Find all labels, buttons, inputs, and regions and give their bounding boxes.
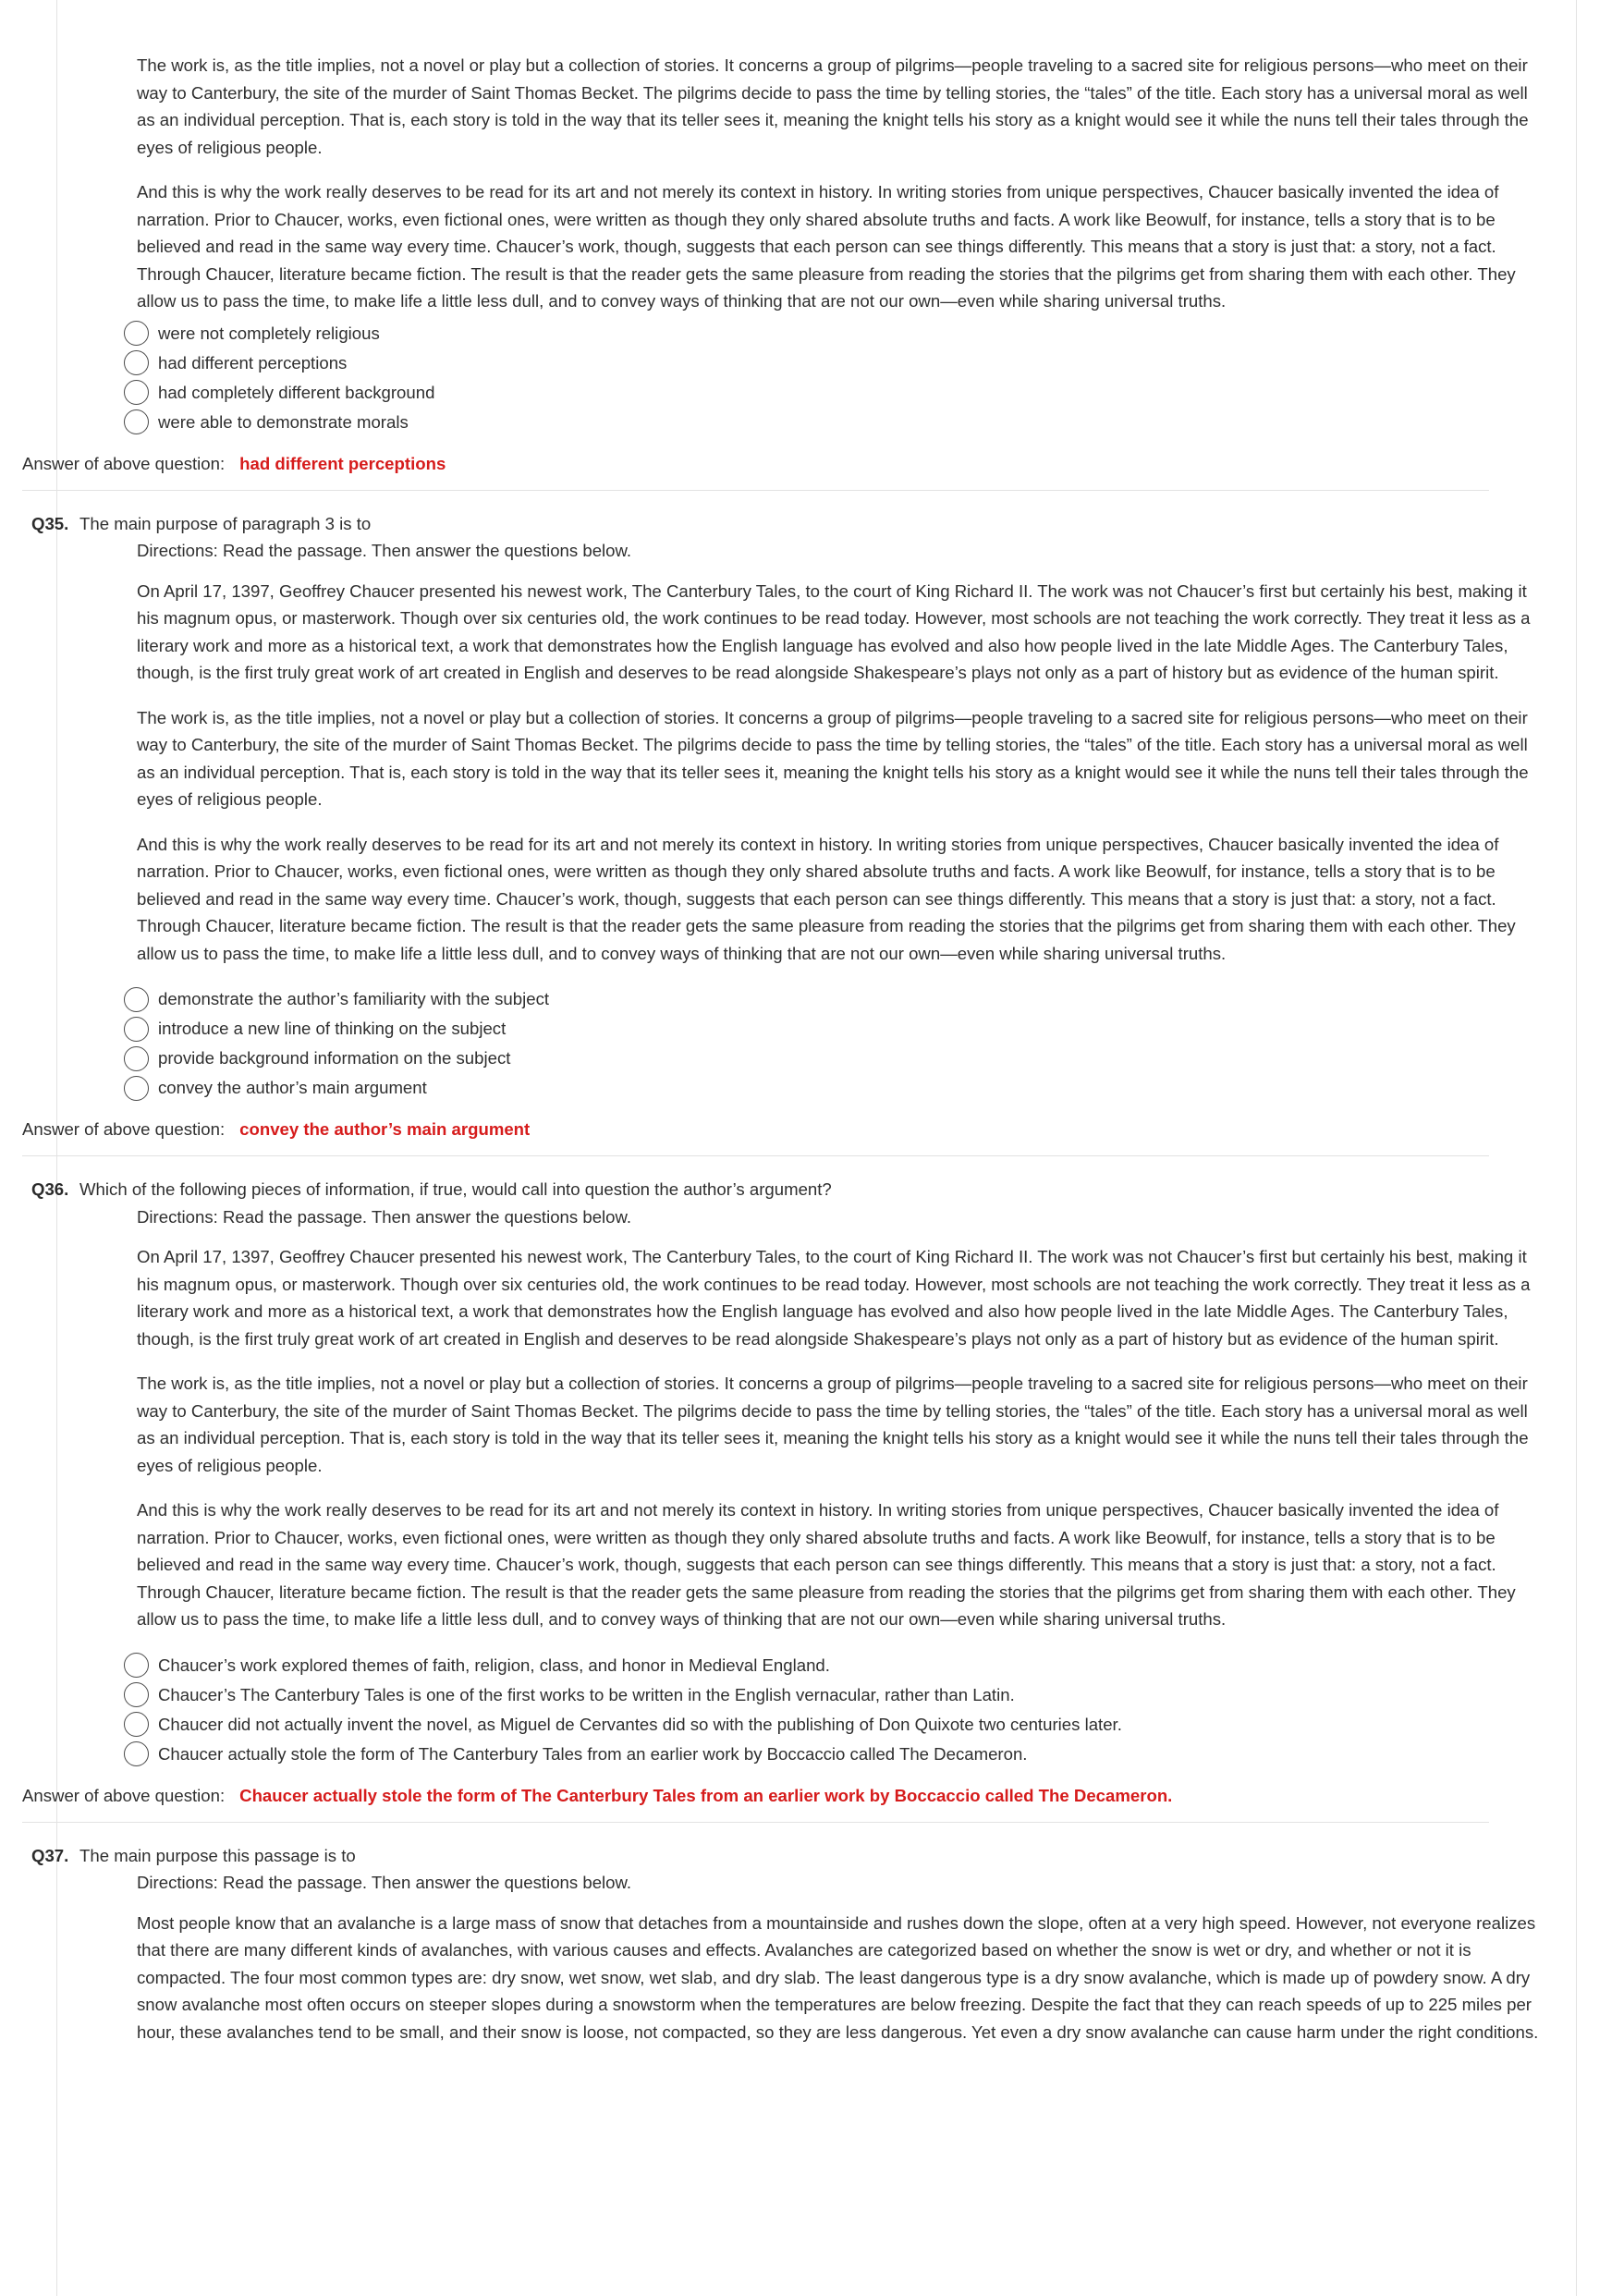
option-label: had completely different background bbox=[158, 382, 435, 402]
radio-button[interactable] bbox=[124, 1741, 149, 1766]
option-label: were not completely religious bbox=[158, 323, 380, 343]
question-list bbox=[22, 52, 1558, 2063]
passage-paragraph: The work is, as the title implies, not a novel or play but a collection of stories. It concerns a group of pilgrims—people traveling to a sacred site for religious persons—who meet on their way to Canterbury, the site of the murder of Saint Thomas Becket. The pilgrims decide to pass the time by telling stories, the “tales” of the title. Each story has a universal moral as well as an individual perception. That is, each story is told in the way that its teller sees it, meaning the knight tells his story as a knight would see it while the nuns tell their tales through the eyes of religious people. bbox=[137, 55, 1529, 157]
question-header bbox=[31, 510, 1501, 538]
divider bbox=[22, 490, 1489, 491]
radio-button[interactable] bbox=[124, 321, 149, 346]
option-item[interactable] bbox=[124, 1740, 1558, 1769]
option-item[interactable] bbox=[124, 319, 1558, 348]
option-label: convey the author’s main argument bbox=[158, 1078, 427, 1097]
option-item[interactable] bbox=[124, 1044, 1558, 1073]
answer-value: convey the author’s main argument bbox=[239, 1119, 531, 1139]
question-number: Q37. bbox=[31, 1845, 69, 1865]
answer-value: Chaucer actually stole the form of The Canterbury Tales from an earlier work by Boccaccio called The Decameron. bbox=[239, 1785, 1173, 1805]
question-number: Q36. bbox=[31, 1179, 69, 1199]
option-label: had different perceptions bbox=[158, 352, 348, 372]
answer-line bbox=[22, 450, 1501, 478]
answer-options bbox=[124, 319, 1558, 437]
option-label: Chaucer’s work explored themes of faith, religion, class, and honor in Medieval England. bbox=[158, 1655, 830, 1675]
answer-options bbox=[124, 984, 1558, 1103]
directions: Directions: Read the passage. Then answer the questions below. bbox=[137, 541, 632, 560]
radio-button[interactable] bbox=[124, 350, 149, 375]
option-item[interactable] bbox=[124, 1710, 1558, 1740]
answer-label: Answer of above question: bbox=[22, 453, 226, 473]
option-item[interactable] bbox=[124, 1651, 1558, 1680]
passage-paragraph: The work is, as the title implies, not a novel or play but a collection of stories. It concerns a group of pilgrims—people traveling to a sacred site for religious persons—who meet on their way to Canterbury, the site of the murder of Saint Thomas Becket. The pilgrims decide to pass the time by telling stories, the “tales” of the title. Each story has a universal moral as well as an individual perception. That is, each story is told in the way that its teller sees it, meaning the knight tells his story as a knight would see it while the nuns tell their tales through the eyes of religious people. bbox=[137, 707, 1529, 809]
answer-label: Answer of above question: bbox=[22, 1119, 226, 1139]
answer-label: Answer of above question: bbox=[22, 1785, 226, 1805]
option-label: were able to demonstrate morals bbox=[158, 411, 409, 432]
radio-button[interactable] bbox=[124, 1017, 149, 1042]
question-header bbox=[31, 1842, 1501, 1870]
passage-paragraph: On April 17, 1397, Geoffrey Chaucer presented his newest work, The Canterbury Tales, to the court of King Richard II. The work was not Chaucer’s first but certainly his best, making it his magnum opus, or masterwork. Though over six centuries old, the work continues to be read today. However, most schools are not teaching the work correctly. They treat it less as a literary work and more as a historical text, a work that demonstrates how the English language has evolved and also how people lived in the late Middle Ages. The Canterbury Tales, though, is the first truly great work of art created in English and deserves to be read alongside Shakespeare’s plays not only as a part of history but as evidence of the human spirit. bbox=[137, 1247, 1531, 1349]
passage-paragraph: On April 17, 1397, Geoffrey Chaucer presented his newest work, The Canterbury Tales, to the court of King Richard II. The work was not Chaucer’s first but certainly his best, making it his magnum opus, or masterwork. Though over six centuries old, the work continues to be read today. However, most schools are not teaching the work correctly. They treat it less as a literary work and more as a historical text, a work that demonstrates how the English language has evolved and also how people lived in the late Middle Ages. The Canterbury Tales, though, is the first truly great work of art created in English and deserves to be read alongside Shakespeare’s plays not only as a part of history but as evidence of the human spirit. bbox=[137, 580, 1531, 682]
passage-paragraph: And this is why the work really deserves to be read for its art and not merely its context in history. In writing stories from unique perspectives, Chaucer basically invented the idea of narration. Prior to Chaucer, works, even fictional ones, were written as though they only shared absolute truths and facts. A work like Beowulf, for instance, tells a story that is to be believed and read in the same way every time. Chaucer’s work, though, suggests that each person can see things differently. This means that a story is just that: a story, not a fact. Through Chaucer, literature became fiction. The result is that the reader gets the same pleasure from reading the stories that the pilgrims get from sharing them with each other. They allow us to pass the time, to make life a little less dull, and to convey ways of thinking that are not our own—even while sharing universal truths. bbox=[137, 1500, 1516, 1629]
question-header bbox=[31, 1176, 1501, 1203]
option-item[interactable] bbox=[124, 1680, 1558, 1710]
radio-button[interactable] bbox=[124, 1682, 149, 1707]
question-text: Which of the following pieces of information, if true, would call into question the author’s argument? bbox=[79, 1179, 832, 1199]
option-label: demonstrate the author’s familiarity with the subject bbox=[158, 989, 550, 1008]
question-text: The main purpose this passage is to bbox=[79, 1845, 356, 1865]
option-label: Chaucer’s The Canterbury Tales is one of the first works to be written in the English vernacular, rather than Latin. bbox=[158, 1684, 1015, 1704]
passage-paragraph: The work is, as the title implies, not a novel or play but a collection of stories. It concerns a group of pilgrims—people traveling to a sacred site for religious persons—who meet on their way to Canterbury, the site of the murder of Saint Thomas Becket. The pilgrims decide to pass the time by telling stories, the “tales” of the title. Each story has a universal moral as well as an individual perception. That is, each story is told in the way that its teller sees it, meaning the knight tells his story as a knight would see it while the nuns tell their tales through the eyes of religious people. bbox=[137, 1374, 1529, 1475]
option-item[interactable] bbox=[124, 348, 1558, 378]
radio-button[interactable] bbox=[124, 1653, 149, 1678]
radio-button[interactable] bbox=[124, 987, 149, 1012]
option-item[interactable] bbox=[124, 1014, 1558, 1044]
option-item[interactable] bbox=[124, 408, 1558, 437]
radio-button[interactable] bbox=[124, 409, 149, 434]
answer-options bbox=[124, 1651, 1558, 1769]
option-label: provide background information on the subject bbox=[158, 1048, 511, 1068]
radio-button[interactable] bbox=[124, 1712, 149, 1737]
question-text: The main purpose of paragraph 3 is to bbox=[79, 513, 372, 533]
radio-button[interactable] bbox=[124, 1046, 149, 1071]
option-label: Chaucer did not actually invent the novel, as Miguel de Cervantes did so with the publishing of Don Quixote two centuries later. bbox=[158, 1714, 1122, 1734]
question-number: Q35. bbox=[31, 513, 69, 533]
directions: Directions: Read the passage. Then answer the questions below. bbox=[137, 1206, 632, 1227]
passage-paragraph: And this is why the work really deserves to be read for its art and not merely its context in history. In writing stories from unique perspectives, Chaucer basically invented the idea of narration. Prior to Chaucer, works, even fictional ones, were written as though they only shared absolute truths and facts. A work like Beowulf, for instance, tells a story that is to be believed and read in the same way every time. Chaucer’s work, though, suggests that each person can see things differently. This means that a story is just that: a story, not a fact. Through Chaucer, literature became fiction. The result is that the reader gets the same pleasure from reading the stories that the pilgrims get from sharing them with each other. They allow us to pass the time, to make life a little less dull, and to convey ways of thinking that are not our own—even while sharing universal truths. bbox=[137, 182, 1516, 311]
question-36 bbox=[22, 1176, 1558, 1810]
option-item[interactable] bbox=[124, 378, 1558, 408]
question-34-tail bbox=[22, 52, 1558, 478]
question-35 bbox=[22, 510, 1558, 1144]
question-37 bbox=[31, 1842, 1558, 2046]
answer-line bbox=[22, 1782, 1501, 1810]
option-label: Chaucer actually stole the form of The Canterbury Tales from an earlier work by Boccaccio called The Decameron. bbox=[158, 1743, 1028, 1764]
answer-value: had different perceptions bbox=[239, 453, 446, 473]
option-item[interactable] bbox=[124, 984, 1558, 1014]
option-item[interactable] bbox=[124, 1073, 1558, 1103]
divider bbox=[22, 1155, 1489, 1156]
passage-paragraph: Most people know that an avalanche is a large mass of snow that detaches from a mountainside and rushes down the slope, often at a very high speed. However, not everyone realizes that there are many different kinds of avalanches, with various causes and effects. Avalanches are categorized based on whether the snow is wet or dry, and whether or not it is compacted. The four most common types are: dry snow, wet snow, wet slab, and dry slab. The least dangerous type is a dry snow avalanche, which is made up of powdery snow. A dry snow avalanche most often occurs on steeper slopes during a snowstorm when the temperatures are below freezing. Despite the fact that they can reach speeds of up to 225 miles per hour, these avalanches tend to be small, and their snow is loose, not compacted, so they are less dangerous. Yet even a dry snow avalanche can cause harm under the right conditions. bbox=[137, 1912, 1539, 2042]
radio-button[interactable] bbox=[124, 1076, 149, 1101]
passage-paragraph: And this is why the work really deserves to be read for its art and not merely its context in history. In writing stories from unique perspectives, Chaucer basically invented the idea of narration. Prior to Chaucer, works, even fictional ones, were written as though they only shared absolute truths and facts. A work like Beowulf, for instance, tells a story that is to be believed and read in the same way every time. Chaucer’s work, though, suggests that each person can see things differently. This means that a story is just that: a story, not a fact. Through Chaucer, literature became fiction. The result is that the reader gets the same pleasure from reading the stories that the pilgrims get from sharing them with each other. They allow us to pass the time, to make life a little less dull, and to convey ways of thinking that are not our own—even while sharing universal truths. bbox=[137, 834, 1516, 963]
answer-line bbox=[22, 1116, 1501, 1143]
option-label: introduce a new line of thinking on the subject bbox=[158, 1019, 507, 1038]
directions: Directions: Read the passage. Then answer the questions below. bbox=[137, 1873, 632, 1892]
radio-button[interactable] bbox=[124, 380, 149, 405]
divider bbox=[22, 1822, 1489, 1823]
